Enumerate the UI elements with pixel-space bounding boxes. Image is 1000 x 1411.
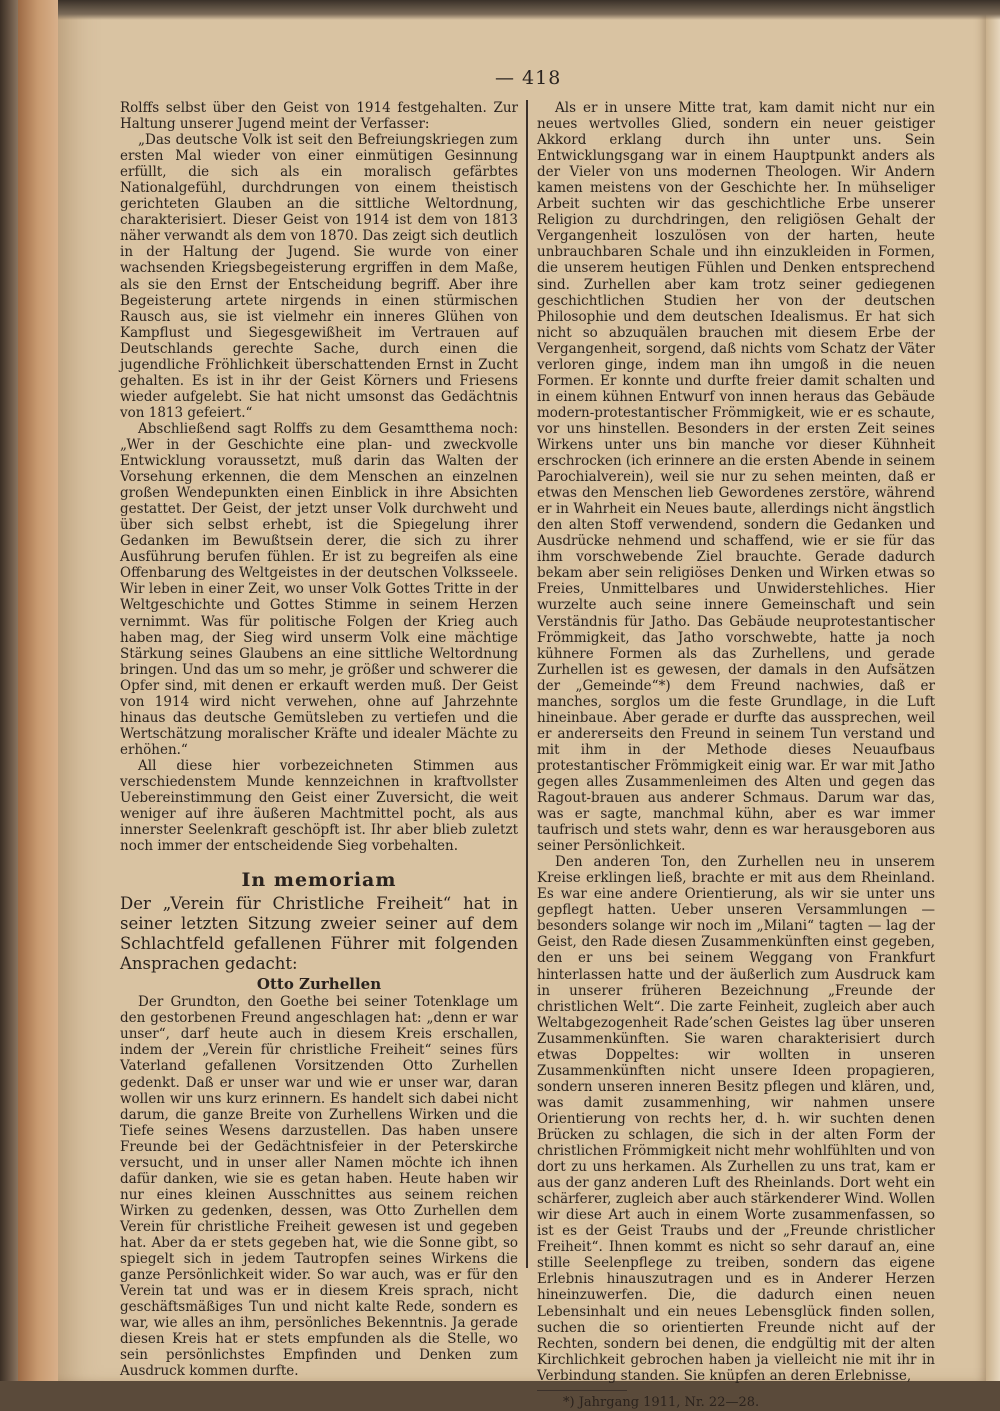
memoriam-heading: In memoriam bbox=[241, 869, 397, 892]
binding-edge bbox=[18, 0, 58, 1381]
footnote: *) Jahrgang 1911, Nr. 22—28. bbox=[563, 1394, 760, 1410]
right-paragraph-1: Als er in unsere Mitte trat, kam damit nicht nur ein neues wertvolles Glied, sondern ein neuer geistiger Akkord erklang durch ihn unter uns. Sein Entwicklungsgang war in einem Hauptpunkt anders als der Vieler von uns modernen Theologen. Wir Andern kamen meistens von der Geschichte her. In mühseliger Arbeit suchten wir das geschichtliche Erbe unserer Religion zu durchdringen, den religiösen Gehalt der Vergangenheit loszulösen von der harten, heute unbrauchbaren Schale und ihn einzukleiden in Formen, die unserem heutigen Fühlen und Denken entsprechend sind. Zurhellen aber kam trotz seiner gediegenen geschichtlichen Studien her von der deutschen Philosophie und dem deutschen Idealismus. Er hat sich nicht so abzuquälen brauchen mit diesem Erbe der Vergangenheit, sorgend, daß nichts vom Schatz der Väter verloren ginge, indem man ihn umgoß in die neuen Formen. Er konnte und durfte freier damit schalten und in einem kühnen Entwurf von innen heraus das Gebäude modern-protestantischer Frömmigkeit, wie er es schaute, vor uns hinstellen. Besonders in der ersten Zeit seines Wirkens unter uns bin manche vor dieser Kühnheit erschrocken (ich erinnere an die ersten Abende in seinem Parochialverein), weil sie nur zu sehen meinten, daß er etwas den Menschen lieb Gewordenes zerstöre, während er in Wahrheit ein Neues baute, allerdings nicht ängstlich den alten Stoff verwendend, sondern die Gedanken und Ausdrücke nehmend und schaffend, wie er sie für das ihm vorschwebende Ziel brauchte. Gerade dadurch bekam aber sein religiöses Denken und Wirken etwas so Freies, Unmittelbares und Unwiderstehliches. Hier wurzelte auch seine innere Gemeinschaft und sein Verständnis für Jatho. Das Gebäude neuprotestantischer Frömmigkeit, das Jatho vorschwebte, hatte ja noch kühnere Formen als das Zurhellens, und gerade Zurhellen ist es gewesen, der damals in den Aufsätzen der „Gemeinde“*) dem Freund nachwies, daß er manches, sorglos um die feste Grundlage, in die Luft hineinbaue. Aber gerade er durfte das aussprechen, weil er andererseits den Freund in seinem Tun verstand und mit ihm in der Methode dieses Neuaufbaus protestantischer Frömmigkeit einig war. Er war mit Jatho gegen alles Zusammenleimen des Alten und gegen das Ragout-brauen aus anderer Schmaus. Darum war das, was er sagte, manchmal kühn, aber es war immer taufrisch und stets wahr, denn es war herausgeboren aus seiner Persönlichkeit. bbox=[537, 100, 935, 855]
footnote-rule bbox=[537, 1390, 627, 1391]
left-paragraph-2: „Das deutsche Volk ist seit den Befreiungskriegen zum ersten Mal wieder von einer einmütigen Gesinnung erfüllt, die sich als ein moralisch gefärbtes Nationalgefühl, durchdrungen von einem theistisch gerichteten Glauben an die sittliche Weltordnung, charakterisiert. Dieser Geist von 1914 ist dem von 1813 näher verwandt als dem von 1870. Das zeigt sich deutlich in der Haltung der Jugend. Sie wurde von einer wachsenden Kriegsbegeisterung ergriffen in dem Maße, als sie den Ernst der Entscheidung begriff. Aber ihre Begeisterung artete nirgends in einen stürmischen Rausch aus, sie ist vielmehr ein inneres Glühen von Kampflust und Siegesgewißheit im Vertrauen auf Deutschlands gerechte Sache, durch einen die jugendliche Fröhlichkeit überschattenden Ernst in Zucht gehalten. Es ist in ihr der Geist Körners und Friesens wieder aufgelebt. Sie hat nicht umsonst das Gedächtnis von 1813 gefeiert.“ bbox=[120, 132, 518, 421]
name-heading: Otto Zurhellen bbox=[256, 975, 382, 994]
memoriam-intro: Der „Verein für Christliche Freiheit“ hat in seiner letzten Sitzung zweier seiner auf dem Schlachtfeld gefallenen Führer mit folgenden Ansprachen gedacht: bbox=[120, 894, 518, 974]
memoriam-paragraph: Der Grundton, den Goethe bei seiner Totenklage um den gestorbenen Freund angeschlagen hat: „denn er war unser“, darf heute auch in diesem Kreis erschallen, indem der „Verein für christliche Freiheit“ seines fürs Vaterland gefallenen Vorsitzenden Otto Zurhellen gedenkt. Daß er unser war und wie er unser war, daran wollen wir uns kurz erinnern. Es handelt sich dabei nicht darum, die ganze Breite von Zurhellens Wirken und die Tiefe seines Wesens darzustellen. Das haben unsere Freunde bei der Gedächtnisfeier in der Peterskirche versucht, und in unser aller Namen möchte ich ihnen dafür danken, wie sie es getan haben. Heute haben wir nur eines kleinen Ausschnittes aus seinem reichen Wirken zu gedenken, dessen, was Otto Zurhellen dem Verein für christliche Freiheit gewesen ist und gegeben hat. Aber da er stets gegeben hat, wie die Sonne gibt, so spiegelt sich in jedem Tautropfen seines Wirkens die ganze Persönlichkeit wider. So war auch, was er für den Verein tat und was er in diesem Kreis sprach, nicht geschäftsmäßiges Tun und nicht kalte Rede, sondern es war, wie alles an ihm, persönliches Bekenntnis. Ja gerade diesen Kreis hat er stets empfunden als die Stelle, wo sein persönlichstes Empfinden und Denken zum Ausdruck kommen durfte. bbox=[120, 994, 518, 1380]
left-paragraph-1: Rolffs selbst über den Geist von 1914 festgehalten. Zur Haltung unserer Jugend meint der Verfasser: bbox=[120, 100, 518, 133]
right-paragraph-2: Den anderen Ton, den Zurhellen neu in unserem Kreise erklingen ließ, brachte er mit aus dem Rheinland. Es war eine andere Orientierung, als wir sie unter uns gepflegt hatten. Ueber unseren Versammlungen — besonders solange wir noch im „Milani“ tagten — lag der Geist, den Rade diesen Zusammenkünften einst gegeben, den er uns bei seinem Weggang von Frankfurt hinterlassen hatte und der äußerlich zum Ausdruck kam in unserer früheren Bezeichnung „Freunde der christlichen Welt“. Die zarte Feinheit, zugleich aber auch Weltabgezogenheit Rade’schen Geistes lag über unseren Zusammenkünften. Sie waren charakterisiert durch etwas Doppeltes: wir wollten in unseren Zusammenkünften nicht unsere Ideen propagieren, sondern unseren inneren Besitz pflegen und klären, und, was damit zusammenhing, wir nahmen unsere Orientierung von rechts her, d. h. wir suchten denen Brücken zu schlagen, die sich in der alten Form der christlichen Frömmigkeit nicht mehr wohlfühlten und von dort zu uns herkamen. Als Zurhellen zu uns trat, kam er aus der ganz anderen Luft des Rheinlands. Dort weht ein schärferer, zugleich aber auch stärkenderer Wind. Wollen wir diese Art auch in einem Worte zusammenfassen, so ist es der Geist Traubs und der „Freunde christlicher Freiheit“. Ihnen kommt es nicht so sehr darauf an, eine stille Seelenpflege zu treiben, sondern das eigene Erlebnis hinauszutragen und es in Anderer Herzen hineinzuwerfen. Die, die dadurch einen neuen Lebensinhalt und ein neues Lebensglück finden sollen, suchen die so orientierten Freunde nicht auf der Rechten, sondern bei denen, die endgültig mit der alten Kirchlichkeit gebrochen haben ja vielleicht nie mit ihr in Verbindung standen. Sie knüpfen an deren Erlebnisse, bbox=[537, 854, 935, 1384]
left-paragraph-4: All diese hier vorbezeichneten Stimmen aus verschiedenstem Munde kennzeichnen in kraftvollster Uebereinstimmung den Geist einer Zuversicht, die weit weniger auf ihre äußeren Machtmittel pocht, als aus innerster Seelenkraft geschöpft ist. Ihr aber blieb zuletzt noch immer der entscheidende Sieg vorbehalten. bbox=[120, 757, 518, 855]
book-spine bbox=[0, 0, 18, 1381]
left-paragraph-3: Abschließend sagt Rolffs zu dem Gesamtthema noch: „Wer in der Geschichte eine plan- und zweckvolle Entwicklung voraussetzt, muß darin das Walten der Vorsehung erkennen, die dem Menschen an einzelnen großen Wendepunkten einen Einblick in ihre Absichten gestattet. Der Geist, der jetzt unser Volk durchweht und über sich selbst erhebt, ist die Spiegelung ihrer Gedanken im Bewußtsein derer, die sich zu ihrer Ausführung berufen fühlen. Er ist zu begreifen als eine Offenbarung des Weltgeistes in der deutschen Volksseele. Wir leben in einer Zeit, wo unser Volk Gottes Tritte in der Weltgeschichte und Gottes Stimme in seinem Herzen vernimmt. Was für politische Folgen der Krieg auch haben mag, der Sieg wird unserm Volk eine mächtige Stärkung seines Glaubens an eine sittliche Weltordnung bringen. Und das um so mehr, je größer und schwerer die Opfer sind, mit denen er erkauft werden muß. Der Geist von 1914 wird nicht verwehen, ohne auf Jahrzehnte hinaus das deutsche Gemütsleben zu vertiefen und die Wertschätzung moralischer Kräfte und idealer Mächte zu erhöhen.“ bbox=[120, 420, 518, 758]
column-divider bbox=[526, 100, 528, 1268]
left-column bbox=[120, 100, 518, 1379]
right-column bbox=[537, 100, 935, 1411]
page-edge-right bbox=[986, 0, 1000, 1381]
page-top-shadow bbox=[58, 0, 1000, 20]
page-number: — 418 bbox=[495, 67, 562, 89]
